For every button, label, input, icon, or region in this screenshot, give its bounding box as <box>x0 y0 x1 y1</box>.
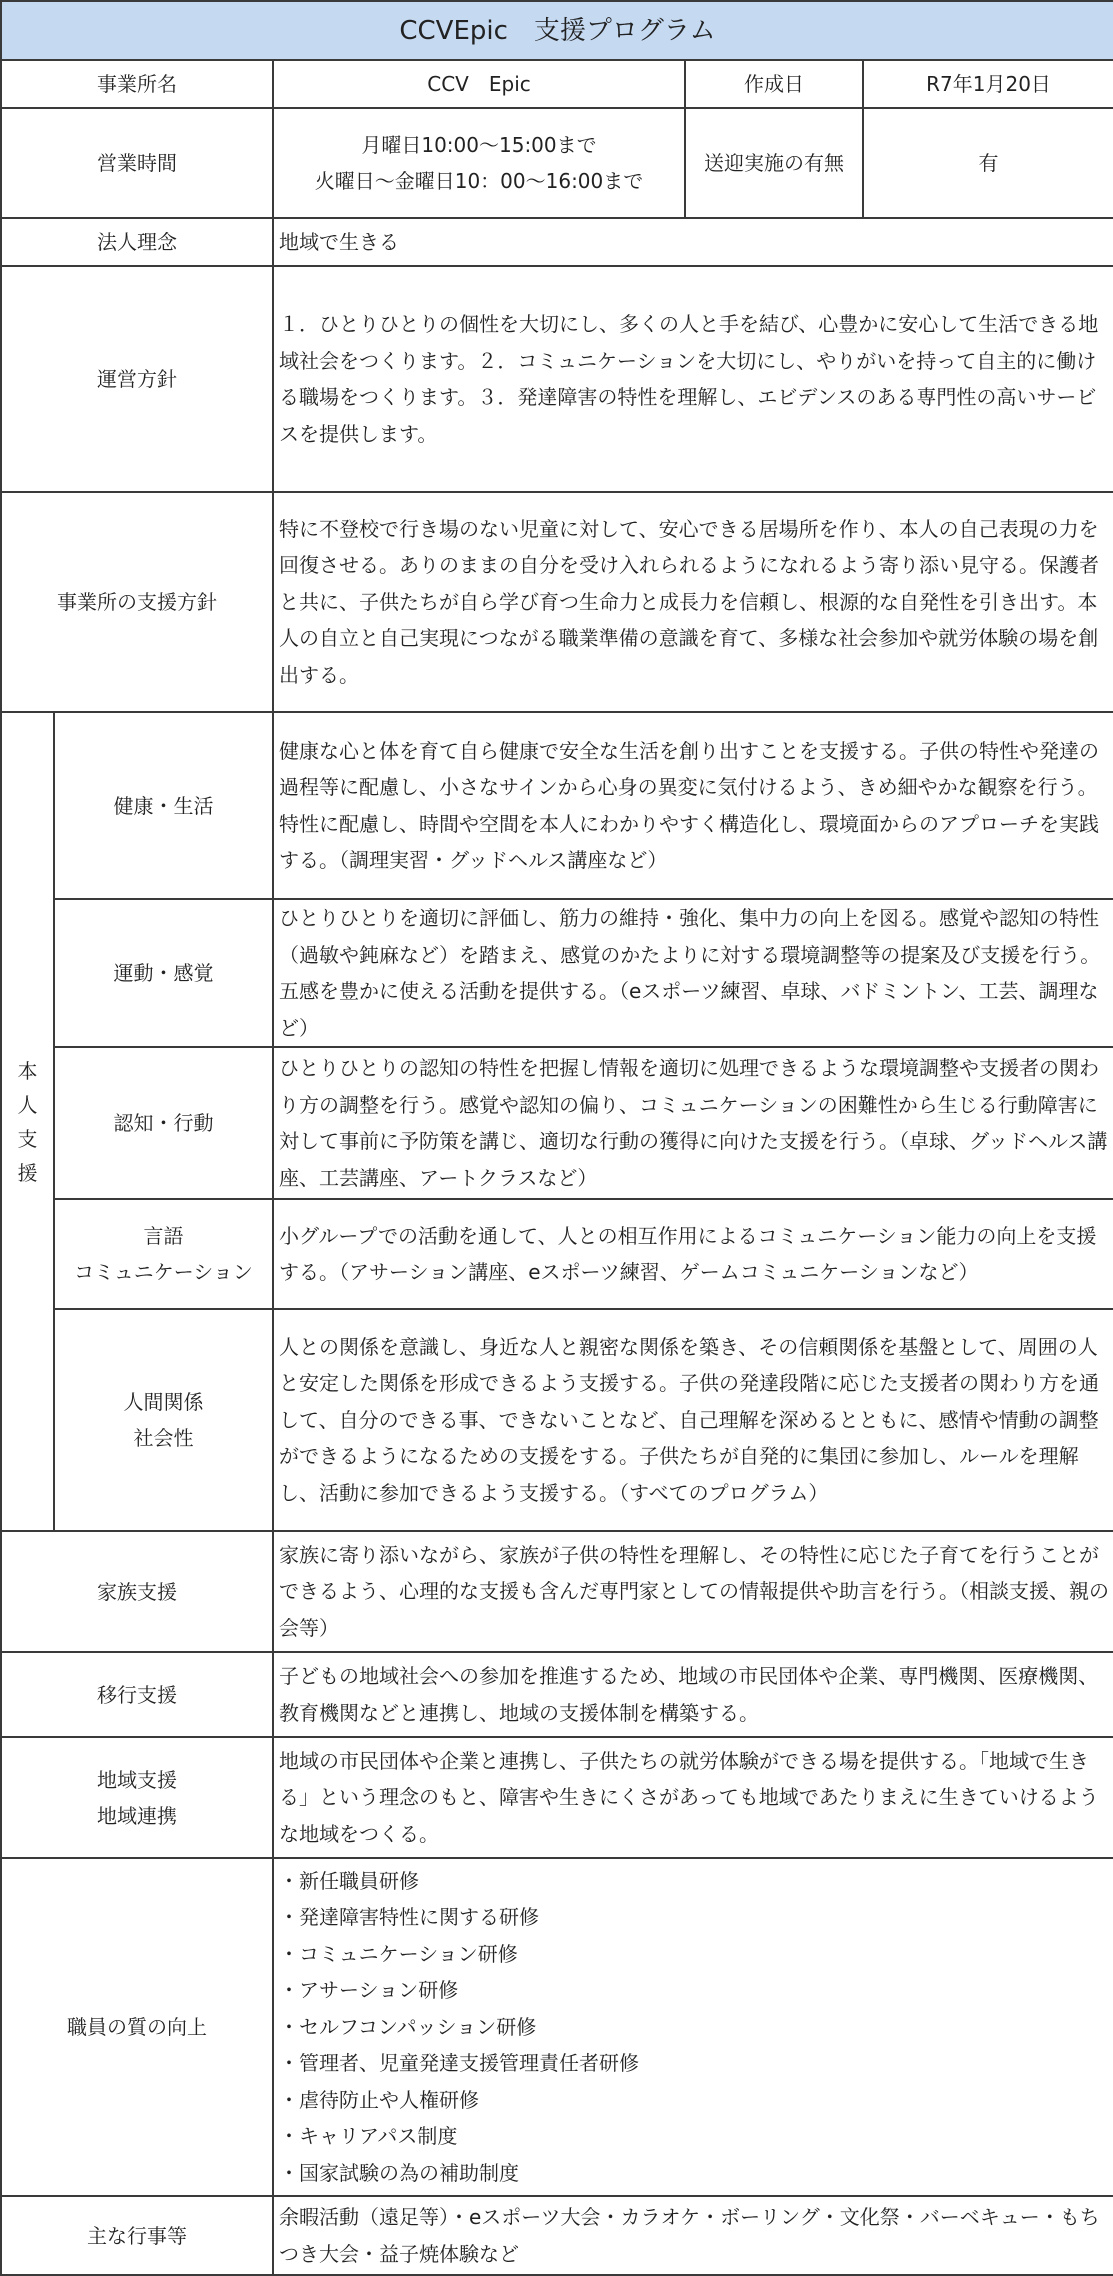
hours-value <box>273 108 685 218</box>
community-label-line: 地域支援 <box>97 1767 177 1792</box>
family-support-text: 家族に寄り添いながら、家族が子供の特性を理解し、その特性に応じた子育てを行うことができるよう、心理的な支援も含んだ専門家としての情報提供や助言を行う。（相談支援、親の会等） <box>273 1531 1113 1652</box>
support-policy-text: 特に不登校で行き場のない児童に対して、安心できる居場所を作り、本人の自己表現の力を回復させる。ありのままの自分を受け入れられるようになれるよう寄り添い見守る。保護者と共に、子供たちが自ら学び育つ生命力と成長力を信頼し、根源的な自発性を引き出す。本人の自立と自己実現につながる職業準備の意識を育て、多様な社会参加や就労体験の場を創出する。 <box>273 492 1113 712</box>
transition-support-label: 移行支援 <box>1 1652 273 1737</box>
health-life-label: 健康・生活 <box>54 712 273 899</box>
community-label-line: 地域連携 <box>97 1803 177 1828</box>
policy-label: 運営方針 <box>1 266 273 492</box>
events-text: 余暇活動（遠足等）・eスポーツ大会・カラオケ・ボーリング・文化祭・バーベキュー・もちつき大会・益子焼体験など <box>273 2196 1113 2275</box>
policy-text: １．ひとりひとりの個性を大切にし、多くの人と手を結び、心豊かに安心して生活できる地域社会をつくります。２．コミュニケーションを大切にし、やりがいを持って自主的に働ける職場をつくります。３．発達障害の特性を理解し、エビデンスのある専門性の高いサービスを提供します。 <box>273 266 1113 492</box>
personal-support-char: 援 <box>17 1160 38 1185</box>
training-item: ・新任職員研修 <box>279 1868 419 1893</box>
cognition-behavior-label: 認知・行動 <box>54 1047 273 1199</box>
personal-support-char: 本 <box>17 1058 38 1083</box>
created-value: R7年1月20日 <box>863 60 1113 108</box>
motor-sensory-text: ひとりひとりを適切に評価し、筋力の維持・強化、集中力の向上を図る。感覚や認知の特性（過敏や鈍麻など）を踏まえ、感覚のかたよりに対する環境調整等の提案及び支援を行う。五感を豊かに使える活動を提供する。（eスポーツ練習、卓球、バドミントン、工芸、調理など） <box>273 899 1113 1047</box>
office-value: CCV Epic <box>273 60 685 108</box>
staff-quality-list <box>273 1858 1113 2196</box>
training-item: ・キャリアパス制度 <box>279 2124 458 2149</box>
language-communication-text: 小グループでの活動を通して、人との相互作用によるコミュニケーション能力の向上を支援する。（アサーション講座、eスポーツ練習、ゲームコミュニケーションなど） <box>273 1199 1113 1309</box>
training-item: ・発達障害特性に関する研修 <box>279 1905 539 1930</box>
hours-line: 火曜日～金曜日10：00～16:00まで <box>314 169 644 193</box>
health-life-text: 健康な心と体を育て自ら健康で安全な生活を創り出すことを支援する。子供の特性や発達の過程等に配慮し、小さなサインから心身の異変に気付けるよう、きめ細やかな観察を行う。特性に配慮し、時間や空間を本人にわかりやすく構造化し、環境面からのアプローチを実践する。（調理実習・グッドヘルス講座など） <box>273 712 1113 899</box>
language-communication-label <box>54 1199 273 1309</box>
hours-label: 営業時間 <box>1 108 273 218</box>
transport-label: 送迎実施の有無 <box>685 108 863 218</box>
training-item: ・コミュニケーション研修 <box>279 1941 518 1966</box>
cognition-behavior-text: ひとりひとりの認知の特性を把握し情報を適切に処理できるような環境調整や支援者の関わり方の調整を行う。感覚や認知の偏り、コミュニケーションの困難性から生じる行動障害に対して事前に予防策を講じ、適切な行動の獲得に向けた支援を行う。（卓球、グッドヘルス講座、工芸講座、アートクラスなど） <box>273 1047 1113 1199</box>
community-text: 地域の市民団体や企業と連携し、子供たちの就労体験ができる場を提供する。「地域で生きる」という理念のもと、障害や生きにくさがあっても地域であたりまえに生きていけるような地域をつくる。 <box>273 1737 1113 1858</box>
training-item: ・アサーション研修 <box>279 1978 459 2003</box>
philosophy-value: 地域で生きる <box>273 218 1113 266</box>
training-item: ・管理者、児童発達支援管理責任者研修 <box>279 2051 639 2076</box>
philosophy-label: 法人理念 <box>1 218 273 266</box>
relationships-social-label <box>54 1309 273 1531</box>
created-label: 作成日 <box>685 60 863 108</box>
support-policy-label: 事業所の支援方針 <box>1 492 273 712</box>
transition-support-text: 子どもの地域社会への参加を推進するため、地域の市民団体や企業、専門機関、医療機関、教育機関などと連携し、地域の支援体制を構築する。 <box>273 1652 1113 1737</box>
training-item: ・国家試験の為の補助制度 <box>279 2160 519 2185</box>
hours-line: 月曜日10:00～15:00まで <box>361 133 597 157</box>
office-label: 事業所名 <box>1 60 273 108</box>
personal-support-char: 支 <box>17 1126 38 1151</box>
motor-sensory-label: 運動・感覚 <box>54 899 273 1047</box>
language-label-line: コミュニケーション <box>74 1260 253 1284</box>
training-item: ・セルフコンパッション研修 <box>279 2014 537 2039</box>
events-label: 主な行事等 <box>1 2196 273 2275</box>
family-support-label: 家族支援 <box>1 1531 273 1652</box>
relationships-label-line: 人間関係 <box>123 1390 204 1414</box>
training-item: ・虐待防止や人権研修 <box>279 2087 479 2112</box>
staff-quality-label: 職員の質の向上 <box>1 1858 273 2196</box>
page-title: CCVEpic 支援プログラム <box>1 1 1113 60</box>
personal-support-label <box>1 712 54 1531</box>
relationships-social-text: 人との関係を意識し、身近な人と親密な関係を築き、その信頼関係を基盤として、周囲の人と安定した関係を形成できるよう支援する。子供の発達段階に応じた支援者の関わり方を通して、自分のできる事、できないことなど、自己理解を深めるとともに、感情や情動の調整ができるようになるための支援をする。子供たちが自発的に集団に参加し、ルールを理解し、活動に参加できるよう支援する。（すべてのプログラム） <box>273 1309 1113 1531</box>
community-label <box>1 1737 273 1858</box>
personal-support-char: 人 <box>17 1092 38 1117</box>
relationships-label-line: 社会性 <box>133 1426 194 1450</box>
transport-value: 有 <box>863 108 1113 218</box>
language-label-line: 言語 <box>143 1224 184 1248</box>
